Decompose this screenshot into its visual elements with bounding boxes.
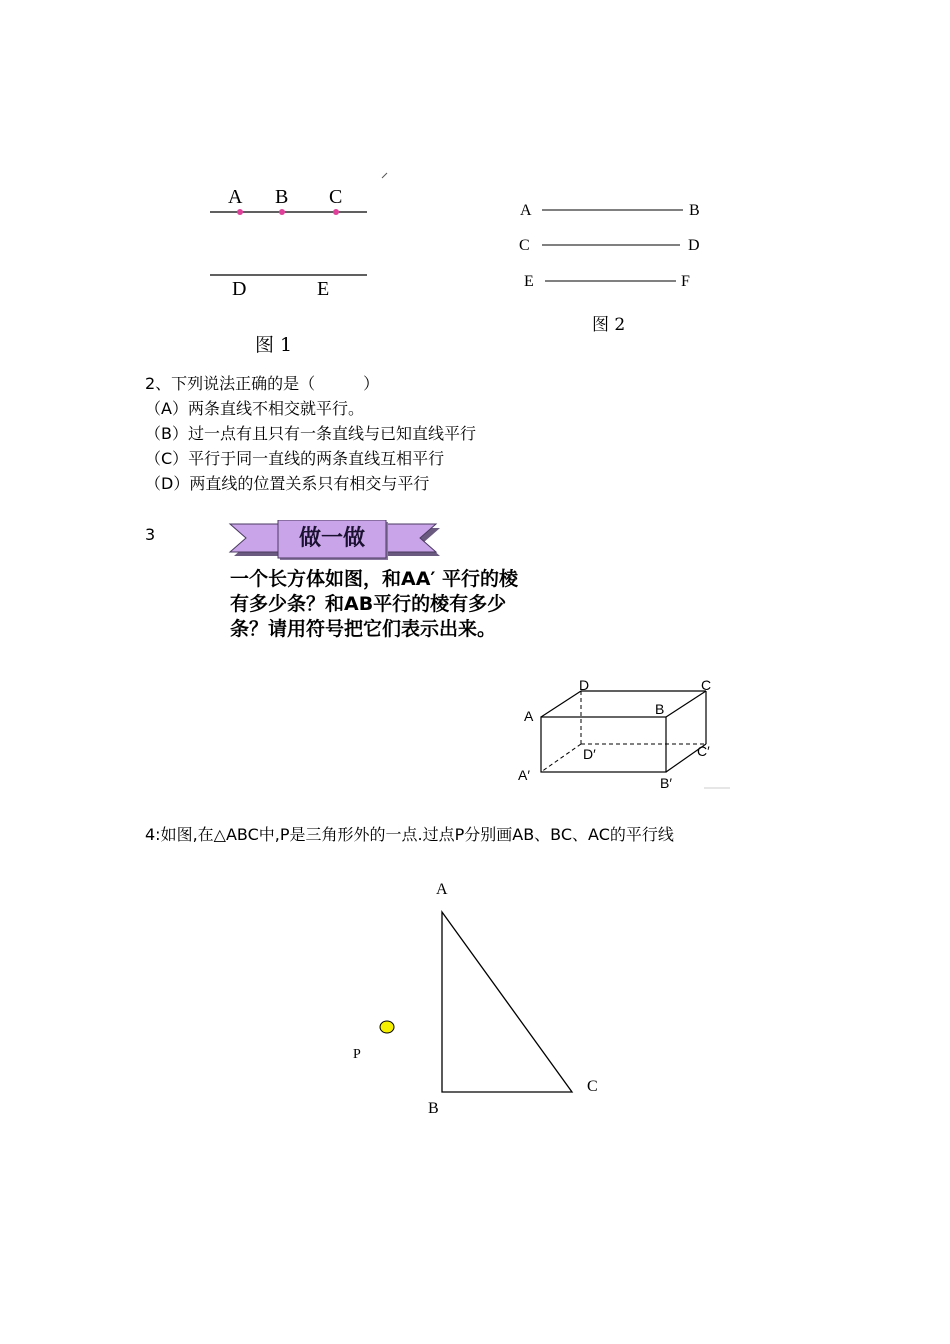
point-p bbox=[380, 1021, 394, 1033]
figure-2-lines bbox=[530, 200, 690, 290]
label-b: B bbox=[689, 202, 700, 219]
question-2-stem: 2、下列说法正确的是（ ） bbox=[145, 374, 380, 393]
label-e: E bbox=[524, 273, 534, 290]
question-4-stem: 4:如图,在△ABC中,P是三角形外的一点.过点P分别画AB、BC、AC的平行线 bbox=[145, 825, 674, 844]
cuboid-label-c: C bbox=[701, 677, 712, 693]
option-a: （A）两条直线不相交就平行。 bbox=[145, 399, 364, 418]
cuboid-label-b: B bbox=[655, 701, 665, 717]
cuboid-figure bbox=[530, 677, 730, 790]
banner-title: 做一做 bbox=[298, 526, 365, 551]
stray-mark bbox=[380, 170, 390, 180]
label-b: B bbox=[275, 186, 289, 208]
label-d: D bbox=[232, 278, 247, 300]
cuboid-label-d: D bbox=[579, 677, 590, 693]
point-p-label: P bbox=[353, 1047, 361, 1062]
label-f: F bbox=[681, 273, 690, 290]
cuboid-label-b-prime: B′ bbox=[660, 775, 672, 791]
triangle-abc bbox=[442, 912, 572, 1092]
figure-2-caption: 图 2 bbox=[592, 315, 626, 335]
triangle-label-b: B bbox=[428, 1100, 439, 1117]
label-d: D bbox=[688, 237, 700, 254]
option-d: （D）两直线的位置关系只有相交与平行 bbox=[145, 474, 430, 493]
question-3-line-2: 有多少条？和AB平行的棱有多少 bbox=[230, 593, 507, 615]
label-e: E bbox=[317, 278, 330, 300]
label-a: A bbox=[228, 186, 243, 208]
question-3-line-1: 一个长方体如图，和AA′ 平行的棱 bbox=[230, 568, 519, 590]
cuboid-label-a-prime: A′ bbox=[518, 767, 530, 783]
option-c: （C）平行于同一直线的两条直线互相平行 bbox=[145, 449, 445, 468]
cuboid-label-c-prime: C′ bbox=[697, 743, 710, 759]
question-3-number: 3 bbox=[145, 525, 156, 544]
question-3-line-3: 条？请用符号把它们表示出来。 bbox=[230, 618, 497, 640]
figure-1-caption: 图 1 bbox=[255, 334, 293, 356]
cuboid-label-a: A bbox=[524, 708, 534, 724]
label-a: A bbox=[520, 202, 532, 219]
cuboid-label-d-prime: D′ bbox=[583, 746, 596, 762]
label-c: C bbox=[519, 237, 530, 254]
point-c bbox=[333, 209, 339, 215]
point-b bbox=[279, 209, 285, 215]
label-c: C bbox=[329, 186, 343, 208]
option-b: （B）过一点有且只有一条直线与已知直线平行 bbox=[145, 424, 476, 443]
triangle-label-a: A bbox=[436, 881, 448, 898]
triangle-figure bbox=[370, 900, 590, 1105]
point-a bbox=[237, 209, 243, 215]
figure-1-lines bbox=[200, 195, 380, 285]
triangle-label-c: C bbox=[587, 1078, 598, 1095]
hidden-edge-da bbox=[541, 744, 581, 772]
